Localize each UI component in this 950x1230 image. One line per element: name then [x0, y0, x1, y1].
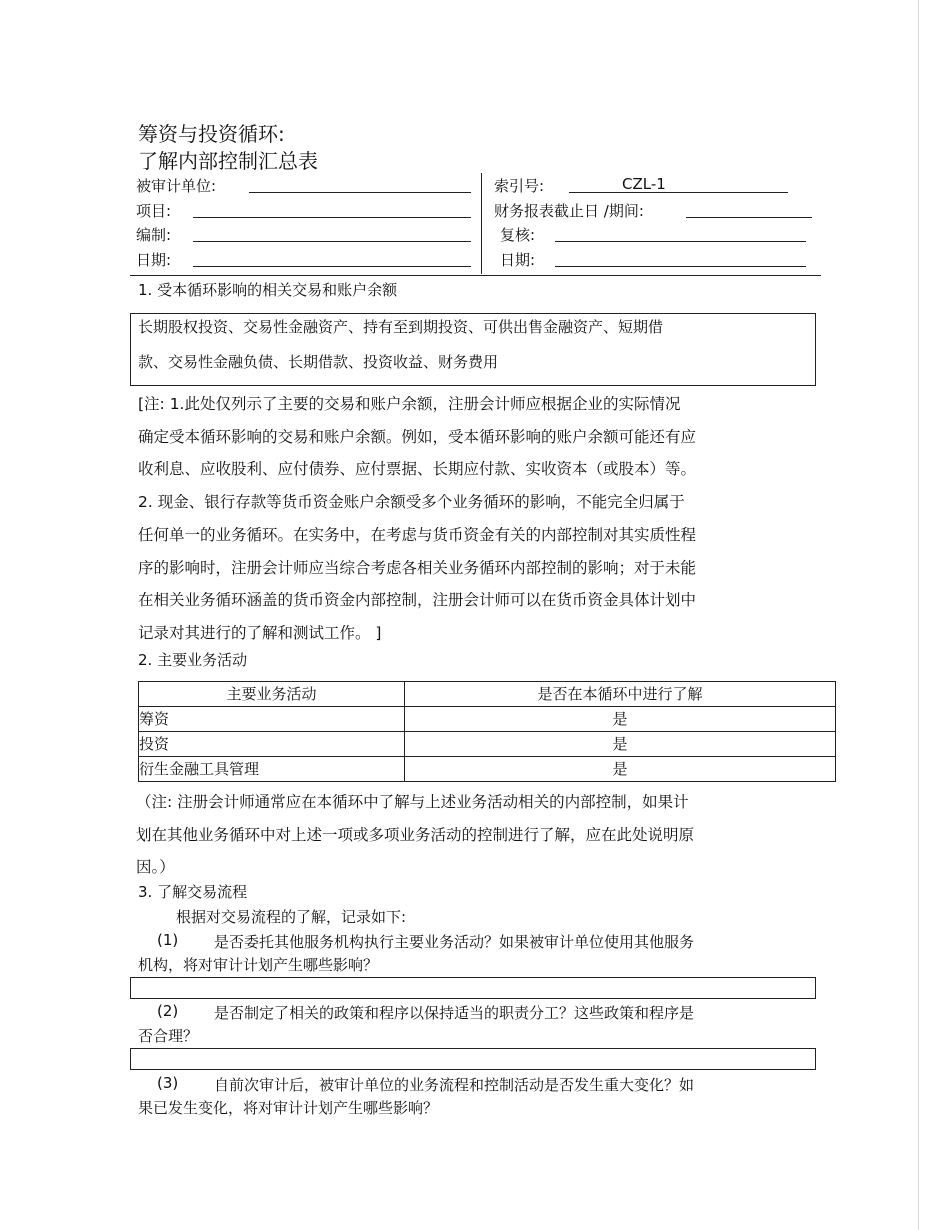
project-field[interactable]: [193, 217, 471, 218]
index-label: 索引号:: [494, 177, 545, 195]
note-line: 确定受本循环影响的交易和账户余额。例如，受本循环影响的账户余额可能还有应: [138, 427, 697, 446]
understood-cell[interactable]: 是: [405, 732, 836, 757]
index-value: CZL-1: [622, 175, 666, 193]
column-header: 是否在本循环中进行了解: [405, 682, 836, 707]
period-field[interactable]: [686, 217, 812, 218]
section3-heading: 3. 了解交易流程: [138, 883, 248, 901]
activity-cell: 投资: [139, 732, 405, 757]
note-line: 划在其他业务循环中对上述一项或多项业务活动的控制进行了解，应在此处说明原: [136, 825, 695, 844]
date-label-left: 日期:: [136, 251, 172, 269]
understood-cell[interactable]: 是: [405, 757, 836, 782]
accounts-line: 款、交易性金融负债、长期借款、投资收益、财务费用: [138, 353, 499, 371]
question-number: (2): [157, 1002, 179, 1020]
question-text: 是否委托其他服务机构执行主要业务活动？如果被审计单位使用其他服务: [214, 933, 695, 951]
question-number: (1): [157, 931, 179, 949]
section3-intro: 根据对交易流程的了解，记录如下:: [176, 908, 407, 926]
note-line: 记录对其进行的了解和测试工作。 ]: [138, 623, 382, 642]
date-field-right[interactable]: [555, 266, 806, 267]
note-line: （注: 注册会计师通常应在本循环中了解与上述业务活动相关的内部控制，如果计: [136, 793, 689, 811]
question-text: 自前次审计后，被审计单位的业务流程和控制活动是否发生重大变化？如: [214, 1076, 695, 1094]
section2-note: [136, 786, 694, 884]
table-row: [139, 732, 836, 757]
auditee-label: 被审计单位:: [136, 177, 217, 195]
question-number: (3): [157, 1074, 179, 1092]
note-line: 因。）: [136, 858, 175, 877]
understood-cell[interactable]: 是: [405, 707, 836, 732]
question-text: 是否制定了相关的政策和程序以保持适当的职责分工？这些政策和程序是: [214, 1004, 695, 1022]
page-edge-line: [918, 0, 919, 1230]
question-text-cont: 果已发生变化，将对审计计划产生哪些影响？: [138, 1099, 439, 1117]
accounts-box: [130, 313, 816, 386]
answer-box-2[interactable]: [130, 1048, 816, 1070]
date-label-right: 日期:: [500, 251, 536, 269]
index-field[interactable]: [569, 192, 788, 193]
activity-cell: 筹资: [139, 707, 405, 732]
prepared-label: 编制:: [136, 226, 172, 244]
date-field-left[interactable]: [193, 266, 471, 267]
section1-note: [138, 388, 696, 650]
prepared-field[interactable]: [193, 241, 471, 242]
header-bottom-rule: [130, 275, 821, 276]
doc-title-line1: 筹资与投资循环:: [138, 122, 285, 146]
answer-box-1[interactable]: [130, 977, 816, 999]
auditee-field[interactable]: [249, 192, 471, 193]
note-line: 收利息、应收股利、应付债券、应付票据、长期应付款、实收资本（或股本）等。: [138, 460, 697, 479]
note-line: 2. 现金、银行存款等货币资金账户余额受多个业务循环的影响，不能完全归属于: [138, 493, 685, 512]
header-divider: [481, 173, 482, 274]
question-text-cont: 否合理？: [138, 1027, 199, 1045]
table-header-row: [139, 682, 836, 707]
doc-title-line2: 了解内部控制汇总表: [138, 149, 318, 173]
review-label: 复核:: [500, 226, 536, 244]
accounts-line: 长期股权投资、交易性金融资产、持有至到期投资、可供出售金融资产、短期借: [138, 318, 664, 336]
project-label: 项目:: [136, 202, 172, 220]
note-line: 序的影响时，注册会计师应当综合考虑各相关业务循环内部控制的影响；对于未能: [138, 558, 697, 577]
table-row: [139, 707, 836, 732]
table-row: [139, 757, 836, 782]
section1-heading: 1. 受本循环影响的相关交易和账户余额: [138, 281, 398, 299]
question-text-cont: 机构，将对审计计划产生哪些影响？: [138, 956, 379, 974]
review-field[interactable]: [555, 241, 806, 242]
activities-table: [138, 681, 836, 782]
section2-heading: 2. 主要业务活动: [138, 651, 248, 669]
note-line: 在相关业务循环涵盖的货币资金内部控制，注册会计师可以在货币资金具体计划中: [138, 591, 697, 610]
activity-cell: 衍生金融工具管理: [139, 757, 405, 782]
period-label: 财务报表截止日 /期间:: [494, 202, 644, 220]
column-header: 主要业务活动: [139, 682, 405, 707]
note-line: [注: 1.此处仅列示了主要的交易和账户余额，注册会计师应根据企业的实际情况: [138, 395, 681, 413]
note-line: 任何单一的业务循环。在实务中，在考虑与货币资金有关的内部控制对其实质性程: [138, 525, 697, 544]
